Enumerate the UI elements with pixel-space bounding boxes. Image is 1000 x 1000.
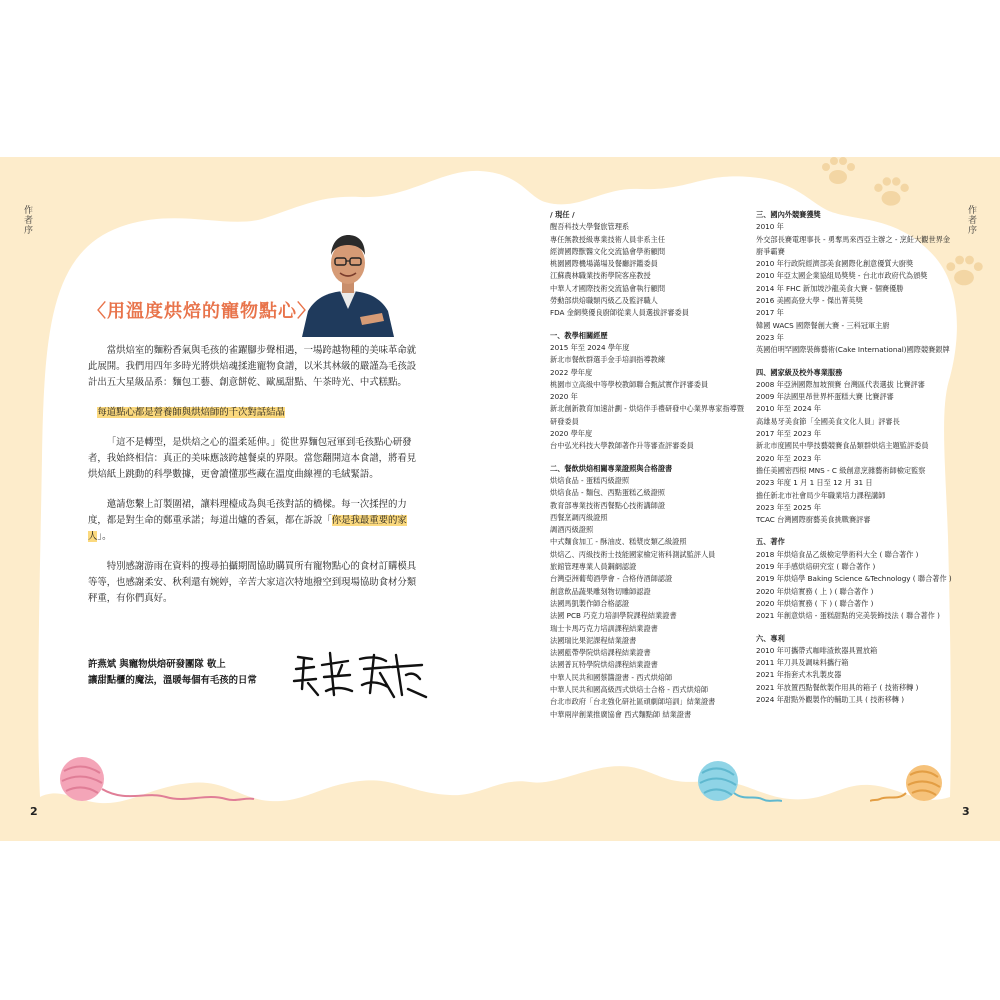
signoff-line-2: 讓甜點櫃的魔法，溫暖每個有毛孩的日常 [88, 675, 257, 686]
list-item: 2023 年至 2025 年 [756, 502, 822, 512]
list-item: 勞動部烘焙職類丙級乙及監評職人 [550, 296, 658, 306]
list-item: 2021 年創意烘焙 - 蛋糕甜點的完美裝飾技法 ( 聯合著作 ) [756, 611, 940, 621]
list-item: 2023 年 [756, 332, 784, 342]
list-item: 高雄易牙美食節「全國美食文化人員」評審長 [756, 416, 900, 426]
list-item: 烘焙乙、丙級技術士技能國家檢定術科測試監評人員 [550, 549, 716, 559]
list-item: 中華人民共和國蔡醬證書 - 西式烘焙師 [550, 672, 673, 682]
list-item: 韓國 WACS 國際餐創大賽 - 三科冠軍主廚 [756, 320, 890, 330]
section-title: 六、專利 [756, 633, 785, 643]
list-item: 中式麵食加工 - 酥油皮、糕漿皮類乙級證照 [550, 537, 687, 547]
list-item: 英國伯明罕國際裝飾藝術(Cake International)國際競賽銀牌 [756, 345, 950, 355]
side-tab-left: 作者序 [22, 205, 32, 235]
list-item: 經濟國際獸醫文化交流協會學術顧問 [550, 246, 666, 256]
list-item: 2014 年 FHC 新加坡沙龍美食大賽 - 個賽優勝 [756, 283, 904, 293]
list-item: 中華兩岸創業推廣協會 西式麵點師 結業證書 [550, 709, 692, 719]
highlight-text: 每道點心都是營養師與烘焙師的千次對話結晶 [97, 407, 285, 418]
section-title: 三、國內外競賽獲獎 [756, 210, 821, 219]
paw-print-icon [870, 175, 912, 209]
list-item: 中華人民共和國高級西式烘焙士合格 - 西式烘焙師 [550, 684, 709, 694]
list-item: 烘焙食品 - 蛋糕丙級證照 [550, 475, 630, 485]
list-item: 法國普瓦特學院烘焙課程結業證書 [550, 660, 658, 670]
list-item: 創意飲品蔬果雕刻物切雕師認證 [550, 586, 651, 596]
pink-yarn-ball-icon [56, 753, 256, 809]
handwritten-signature [290, 645, 430, 705]
list-item: 擔任美國密西根 MNS - C 級創意烹雜藝術師檢定監察 [756, 465, 926, 475]
list-item: 烘焙食品 - 麵包、西點蛋糕乙級證照 [550, 488, 665, 498]
section-title: 五、著作 [756, 537, 785, 547]
paragraph-4 [88, 497, 424, 545]
paragraph-3: 「這不是轉型，是烘焙之心的溫柔延伸。」從世界麵包冠軍到毛孩點心研發者，我始終相信：真正的美味應該跨越餐桌的界限。當您翻開這本食譜，將看見烘焙紙上跳動的科學數據，更會讀懂那些藏在溫度曲線裡的毛絨緊語。 [88, 437, 417, 480]
credentials-column-1 [550, 209, 750, 721]
list-item: 2009 年法國里昂世界杯蛋糕大賽 比賽評審 [756, 392, 894, 402]
section-title: 四、國家級及校外專業服務 [756, 367, 843, 377]
paw-print-icon [818, 157, 858, 187]
list-item: 2010 年行政院經濟部美食國際化創意優質大廚獎 [756, 259, 914, 269]
list-item: 外交部長賽電理事長 - 勇奪馬來西亞主辦之 - 烹飪大觀世界金廚爭霸賽 [756, 234, 951, 256]
list-item: 台中弘光科技大學教師著作升等審查評審委員 [550, 441, 694, 451]
list-item: 2020 年至 2023 年 [756, 453, 822, 463]
section-awards [756, 209, 956, 357]
heading-bracket-right: 〉 [297, 301, 316, 322]
list-item: 2017 年至 2023 年 [756, 429, 822, 439]
list-item: 2011 年刀具及調味料攜行箱 [756, 658, 849, 668]
signoff [88, 657, 257, 689]
list-item: 2019 年烘焙學 Baking Science &Technology ( 聯合著作 ) [756, 574, 952, 584]
section-patents [756, 633, 956, 707]
list-item: 2010 年亞太國企業協組局獎獎 - 台北市政府代為頒獎 [756, 271, 928, 281]
list-item: 2020 學年度 [550, 429, 593, 439]
list-item: 瑞士卡馬巧克力培訓課程結業證書 [550, 623, 658, 633]
section-title: / 現任 / [550, 210, 575, 219]
list-item: 2021 年放置西點餐飲製作用具的箱子 ( 技術移轉 ) [756, 682, 919, 692]
credentials-column-2 [756, 209, 956, 706]
list-item: 中華人才國際技術交流協會執行顧問 [550, 283, 666, 293]
paragraph-4-text: 邀請您繫上訂製圍裙，讓料理檯成為與毛孩對話的橋樑。每一次揉捏的力度，都是對生命的鄭重承諾；每道出爐的香氣，都在訴說「 [88, 499, 407, 526]
list-item: 2020 年烘焙實務 ( 下 ) ( 聯合著作 ) [756, 598, 874, 608]
section-professional-service [756, 367, 956, 527]
list-item: 醒吾科技大學餐旅管理系 [550, 222, 630, 232]
list-item: 教育部專業技術西餐點心技術講師證 [550, 500, 666, 510]
essay-body [88, 343, 424, 621]
list-item: 法國藍帶學院烘焙課程結業證書 [550, 648, 651, 658]
list-item: 2024 年甜點外觀製作的輔助工具 ( 技術移轉 ) [756, 694, 905, 704]
paragraph-1: 當烘焙室的麵粉香氣與毛孩的雀躍腳步聲相遇，一場跨越物種的美味革命就此展開。我們用四年多時光將烘焙魂揉進寵物食譜，以米其林級的嚴謹為毛孩設計出五大星級品系：麵包工藝、創意餅乾、歐風甜點、午茶時光、中式糕點。 [88, 345, 417, 388]
section-publications [756, 536, 956, 622]
section-title: 二、餐飲烘焙相關專業證照與合格證書 [550, 463, 673, 473]
list-item: 擔任新北市社會局少年職業培力課程講師 [756, 490, 886, 500]
list-item: 專任無教授級專業技術人員非系主任 [550, 234, 666, 244]
section-current-positions [550, 209, 750, 320]
list-item: 2010 年可攜帶式咖啡渣飲器具置放箱 [756, 645, 878, 655]
section-certificates [550, 463, 750, 721]
list-item: 新北創新教育加速計劃 - 烘焙伴手禮研發中心業界專家指導暨研發委員 [550, 404, 745, 426]
list-item: 2019 年手感烘焙研究室 ( 聯合著作 ) [756, 562, 876, 572]
list-item: 調酒丙級證照 [550, 525, 594, 535]
paragraph-4-end: 」。 [97, 531, 112, 542]
essay-heading [88, 297, 316, 323]
signoff-line-1: 許燕斌 與寵物烘焙研發團隊 敬上 [88, 659, 226, 670]
list-item: 2008 年亞洲國際加坡預賽 台灣區代表選拔 比賽評審 [756, 379, 925, 389]
list-item: 2020 年烘焙實務 ( 上 ) ( 聯合著作 ) [756, 586, 874, 596]
list-item: 2016 美國高登大學 - 傑出菁英獎 [756, 296, 863, 306]
list-item: 2022 學年度 [550, 367, 593, 377]
list-item: 2017 年 [756, 308, 784, 318]
list-item: 2010 年 [756, 222, 784, 232]
list-item: 2015 年至 2024 學年度 [550, 342, 630, 352]
list-item: 法國瑞比果泥課程結業證書 [550, 635, 637, 645]
list-item: 新北市餐飲群選手金手培訓指導教練 [550, 355, 666, 365]
list-item: FDA 金網獎優良廚師從業人員選拔評審委員 [550, 308, 689, 318]
list-item: 旅館管理專業人員鋼網認證 [550, 562, 637, 572]
list-item: TCAC 台灣國際廚藝美食挑戰賽評審 [756, 515, 871, 525]
list-item: 桃園市立高級中等學校教師聯合甄試實作評審委員 [550, 379, 709, 389]
highlight-quote: 你是我最重要的家人 [88, 515, 407, 542]
orange-yarn-ball-icon [870, 761, 950, 807]
page-number-left: 2 [30, 805, 38, 818]
list-item: 2020 年 [550, 392, 578, 402]
list-item: 西餐烹調丙級證照 [550, 512, 608, 522]
page-number-right: 3 [962, 805, 970, 818]
paragraph-2 [88, 405, 424, 421]
list-item: 法國 PCB 巧克力培訓學院課程結業證書 [550, 611, 677, 621]
list-item: 2021 年指套式木乳製皮器 [756, 670, 842, 680]
list-item: 法國馬凱製作師合格認證 [550, 598, 630, 608]
book-spread [0, 157, 1000, 841]
side-tab-right: 作者序 [966, 205, 976, 235]
list-item: 新北市度國民中學技藝競賽食品類群烘焙主題監評委員 [756, 441, 929, 451]
list-item: 台北市政府「台北強化研社區頑劇師培訓」結業證書 [550, 697, 716, 707]
paragraph-5: 特別感謝游雨在資料的搜尋拍攝期間協助購買所有寵物點心的食材訂購模具等等，也感謝柔安、秋利還有婉婷，辛苦大家這次特地撥空到現場協助食材分類秤重，有你們真好。 [88, 561, 417, 604]
list-item: 台灣亞洲葡萄酒學會 - 合格侍酒師認證 [550, 574, 673, 584]
section-teaching-experience [550, 330, 750, 453]
list-item: 2018 年烘焙食品乙級檢定學術科大全 ( 聯合著作 ) [756, 549, 919, 559]
list-item: 桃園國際機場滿場及餐廳評鑑委員 [550, 259, 658, 269]
list-item: 江蘇農林職業技術學院客座教授 [550, 271, 651, 281]
list-item: 2023 年度 1 月 1 日至 12 月 31 日 [756, 478, 873, 488]
list-item: 2010 年至 2024 年 [756, 404, 822, 414]
section-title: 一、教學相關經歷 [550, 330, 608, 340]
heading-bracket-left: 〈 [88, 301, 107, 322]
heading-text: 用溫度烘焙的寵物點心 [107, 301, 297, 322]
blue-yarn-ball-icon [682, 757, 782, 807]
